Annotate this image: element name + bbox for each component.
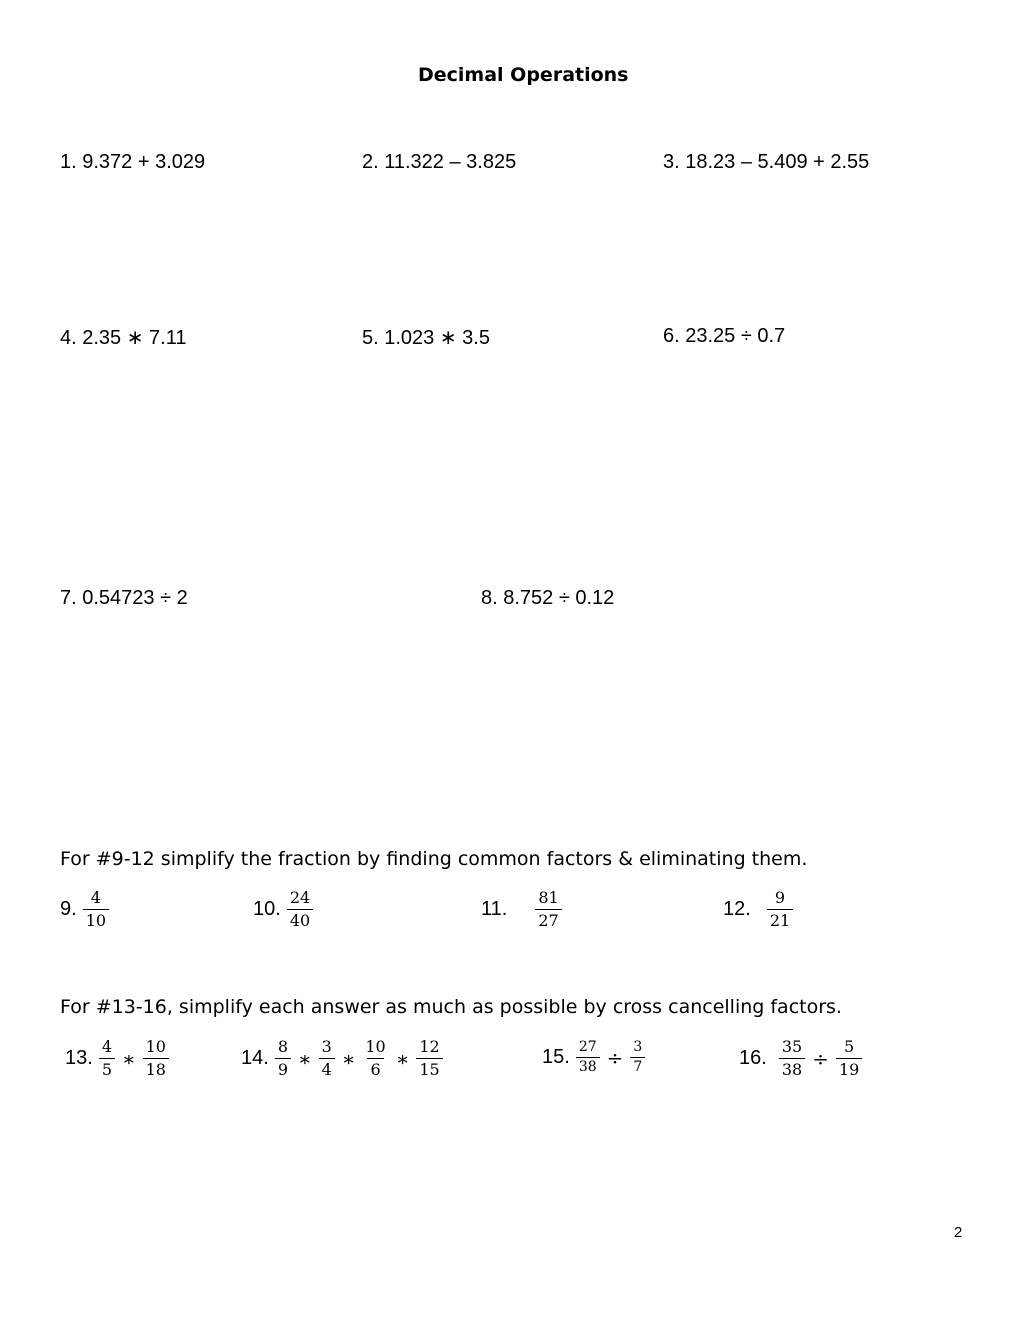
operator: ÷ bbox=[812, 1046, 829, 1071]
numerator: 10 bbox=[145, 1037, 166, 1056]
fraction bbox=[836, 1038, 862, 1079]
denominator: 6 bbox=[367, 1058, 383, 1079]
denominator: 7 bbox=[630, 1057, 645, 1075]
page-number: 2 bbox=[954, 1224, 963, 1241]
problem-11 bbox=[481, 889, 566, 930]
denominator: 9 bbox=[275, 1058, 291, 1079]
fraction bbox=[576, 1040, 600, 1075]
problem-14 bbox=[241, 1038, 447, 1079]
numerator: 9 bbox=[774, 888, 786, 907]
problem-6: 6. 23.25 ÷ 0.7 bbox=[663, 325, 786, 347]
problem-1: 1. 9.372 + 3.029 bbox=[60, 151, 206, 173]
numerator: 27 bbox=[578, 1039, 597, 1055]
problem-label: 13. bbox=[65, 1047, 93, 1069]
denominator: 5 bbox=[99, 1058, 115, 1079]
instruction-13-16: For #13-16, simplify each answer as much as possible by cross cancelling factors. bbox=[60, 996, 842, 1018]
fraction bbox=[275, 1038, 291, 1079]
fraction bbox=[779, 1038, 805, 1079]
denominator: 21 bbox=[767, 909, 793, 930]
problem-12 bbox=[723, 889, 797, 930]
numerator: 3 bbox=[321, 1037, 332, 1056]
fraction bbox=[767, 889, 793, 930]
operator: ÷ bbox=[606, 1045, 624, 1070]
problem-16 bbox=[739, 1038, 866, 1079]
denominator: 4 bbox=[319, 1058, 335, 1079]
page-title: Decimal Operations bbox=[418, 64, 629, 86]
problem-8: 8. 8.752 ÷ 0.12 bbox=[481, 587, 615, 609]
denominator: 19 bbox=[836, 1058, 862, 1079]
problem-label: 15. bbox=[542, 1046, 570, 1068]
numerator: 81 bbox=[538, 888, 559, 907]
numerator: 5 bbox=[844, 1037, 855, 1056]
fraction bbox=[99, 1038, 115, 1079]
numerator: 35 bbox=[781, 1037, 803, 1056]
numerator: 12 bbox=[419, 1037, 440, 1056]
instruction-9-12: For #9-12 simplify the fraction by finding common factors & eliminating them. bbox=[60, 848, 808, 870]
problem-9 bbox=[60, 889, 113, 930]
fraction bbox=[630, 1040, 645, 1075]
denominator: 38 bbox=[779, 1058, 805, 1079]
problem-4: 4. 2.35 ∗ 7.11 bbox=[60, 327, 187, 349]
numerator: 8 bbox=[277, 1037, 288, 1056]
denominator: 15 bbox=[416, 1058, 442, 1079]
fraction bbox=[287, 889, 313, 930]
numerator: 24 bbox=[289, 888, 311, 907]
operator: ∗ bbox=[122, 1046, 136, 1071]
denominator: 18 bbox=[143, 1058, 169, 1079]
numerator: 3 bbox=[633, 1039, 643, 1055]
denominator: 38 bbox=[576, 1057, 600, 1075]
fraction bbox=[416, 1038, 442, 1079]
problem-label: 14. bbox=[241, 1047, 269, 1069]
problem-label: 12. bbox=[723, 898, 751, 920]
operator: ∗ bbox=[298, 1046, 312, 1071]
operator: ∗ bbox=[341, 1046, 356, 1071]
fraction bbox=[143, 1038, 169, 1079]
problem-13 bbox=[65, 1038, 173, 1079]
problem-label: 11. bbox=[481, 898, 508, 920]
fraction bbox=[83, 889, 109, 930]
numerator: 4 bbox=[101, 1037, 112, 1056]
numerator: 4 bbox=[90, 888, 101, 907]
problem-label: 16. bbox=[739, 1047, 767, 1069]
problem-label: 9. bbox=[60, 898, 77, 920]
fraction bbox=[362, 1038, 388, 1079]
problem-3: 3. 18.23 – 5.409 + 2.55 bbox=[663, 151, 870, 173]
problem-15 bbox=[542, 1040, 649, 1075]
denominator: 40 bbox=[287, 909, 313, 930]
problem-5: 5. 1.023 ∗ 3.5 bbox=[362, 327, 490, 349]
denominator: 27 bbox=[535, 909, 561, 930]
numerator: 10 bbox=[365, 1037, 386, 1056]
problem-2: 2. 11.322 – 3.825 bbox=[362, 151, 517, 173]
problem-10 bbox=[253, 889, 317, 930]
problem-label: 10. bbox=[253, 898, 281, 920]
operator: ∗ bbox=[395, 1046, 410, 1071]
denominator: 10 bbox=[83, 909, 109, 930]
fraction bbox=[319, 1038, 335, 1079]
fraction bbox=[535, 889, 561, 930]
problem-7: 7. 0.54723 ÷ 2 bbox=[60, 587, 188, 609]
